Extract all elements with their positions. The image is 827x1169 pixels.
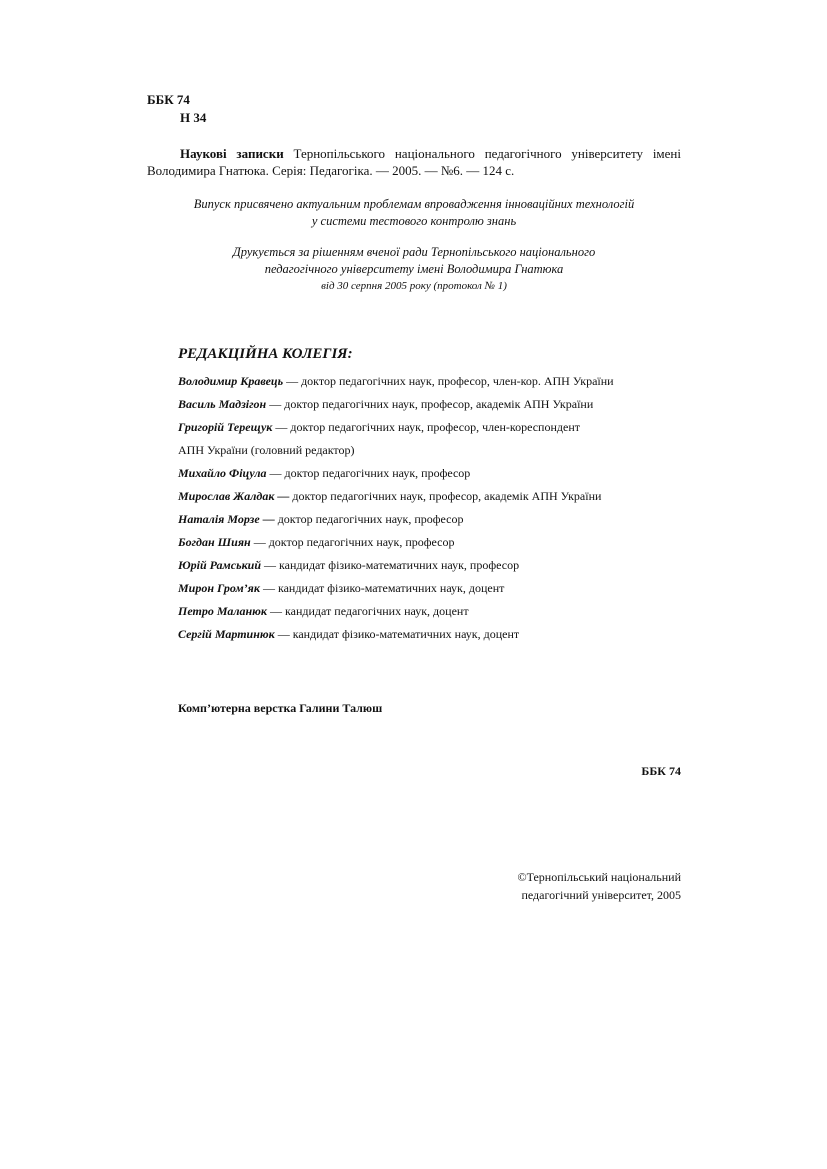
copyright-line: ©Тернопільський національний [517,870,681,884]
bbk-code: ББК 74 [147,92,190,107]
member-role: доктор педагогічних наук, професор, академік АПН України [289,489,602,503]
member-role: — кандидат педагогічних наук, доцент [267,604,469,618]
issue-description [147,196,681,230]
member-role: — доктор педагогічних наук, професор, академік АПН України [266,397,594,411]
board-member-continuation [178,443,355,458]
approval-line: Друкується за рішенням вченої ради Тернопільського національного [232,245,596,259]
copyright-line: педагогічний університет, 2005 [521,888,681,902]
member-role: — кандидат фізико-математичних наук, доцент [274,627,520,641]
member-name: Сергій Мартинюк [178,627,275,641]
member-name: Богдан Шиян [178,535,251,549]
member-role: — кандидат фізико-математичних наук, професор [261,558,520,572]
member-role: — доктор педагогічних наук, професор, член-кореспондент [272,420,580,434]
approval-line: педагогічного університету імені Володимира Гнатюка [264,262,564,276]
bibliographic-citation [147,145,681,179]
member-role: — доктор педагогічних наук, професор, член-кор. АПН України [283,374,614,388]
board-member [178,604,469,619]
approval-date: від 30 серпня 2005 року (протокол № 1) [321,280,507,292]
board-member [178,535,454,550]
member-name: Григорій Терещук [178,420,273,434]
member-name: Михайло Фіцула [178,466,267,480]
copyright-notice [517,868,681,904]
layout-credit: Комп’ютерна верстка Галини Талюш [178,701,383,715]
board-member [178,420,580,435]
member-role: — доктор педагогічних наук, професор [266,466,471,480]
member-name: Василь Мадзігон [178,397,267,411]
citation-details: Тернопільського національного педагогічного університету імені Володимира Гнатюка. Серія: Педагогіка. — 2005. — №6. — 124 с. [147,146,681,178]
board-member [178,581,504,596]
member-name: Юрій Рамський [178,558,262,572]
bbk-code-right: ББК 74 [641,764,681,778]
member-role: доктор педагогічних наук, професор [274,512,464,526]
member-role: — кандидат фізико-математичних наук, доцент [259,581,505,595]
publication-approval [147,244,681,295]
author-mark: Н 34 [180,110,207,125]
description-line: Випуск присвячено актуальним проблемам впровадження інноваційних технологій [193,197,635,211]
member-name: Мирослав Жалдак — [178,489,290,503]
board-member [178,627,519,642]
description-line: у системи тестового контролю знань [311,214,517,228]
board-member [178,489,601,504]
board-member [178,374,614,389]
citation-title: Наукові записки [180,146,284,161]
member-name: Володимир Кравець [178,374,284,388]
member-name: Наталія Морзе — [178,512,275,526]
board-member [178,466,470,481]
member-role: — доктор педагогічних наук, професор [250,535,455,549]
member-role: АПН України (головний редактор) [178,443,355,457]
board-member [178,397,593,412]
board-member [178,512,463,527]
board-member [178,558,519,573]
member-name: Мирон Гром’як [178,581,260,595]
editorial-board-title: РЕДАКЦІЙНА КОЛЕГІЯ: [178,346,353,362]
member-name: Петро Маланюк [178,604,267,618]
